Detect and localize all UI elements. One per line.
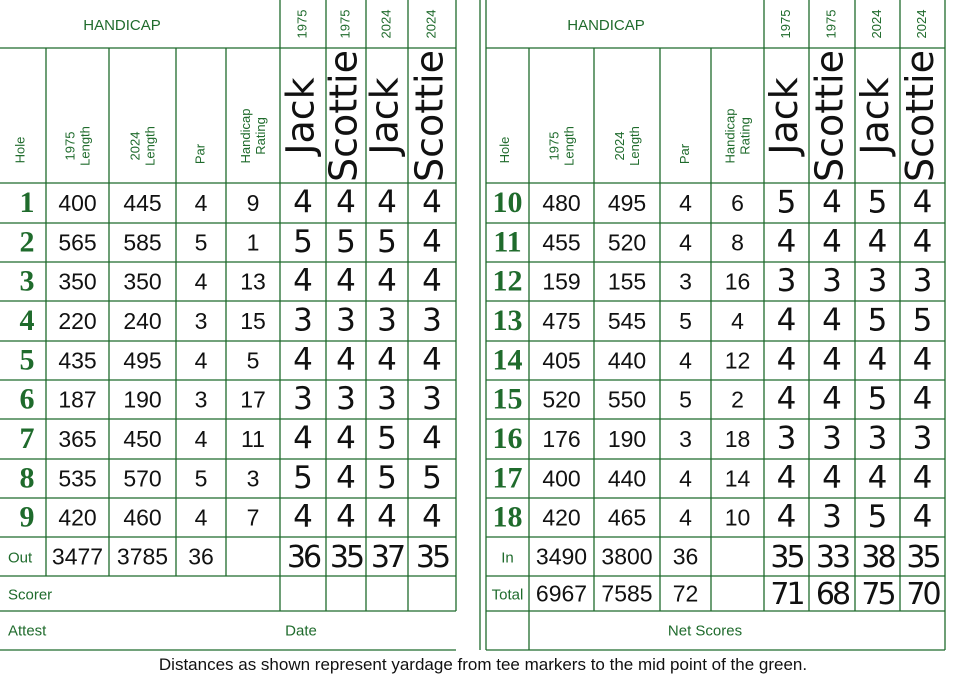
out-player-total: 35 <box>329 540 363 575</box>
hole-number: 11 <box>493 225 522 259</box>
par-value: 4 <box>679 229 692 256</box>
player-score: 4 <box>776 460 797 496</box>
handicap-rating: 18 <box>724 426 751 453</box>
front-hole-header: Hole <box>12 136 28 164</box>
player-score: 4 <box>776 381 797 417</box>
front-player-name-3: Jack <box>362 77 407 155</box>
player-score: 4 <box>377 263 397 299</box>
player-score: 5 <box>377 224 397 260</box>
player-score: 5 <box>377 460 397 496</box>
player-score: 4 <box>293 499 313 535</box>
player-score: 3 <box>867 420 888 457</box>
out-player-total: 35 <box>415 540 449 575</box>
player-score: 3 <box>422 381 442 417</box>
player-score: 4 <box>377 499 397 535</box>
par-value: 5 <box>194 465 208 492</box>
back-player-year-1: 1975 <box>777 9 793 39</box>
player-score: 4 <box>776 342 797 378</box>
player-score: 4 <box>912 342 933 378</box>
front-player-name-1: Jack <box>278 77 323 155</box>
yardage-1975: 159 <box>542 268 581 295</box>
par-value: 5 <box>194 229 208 256</box>
player-score: 4 <box>822 184 842 221</box>
date-label: Date <box>285 622 317 640</box>
player-score: 3 <box>377 302 397 339</box>
player-score: 4 <box>422 224 442 260</box>
yardage-2024: 550 <box>607 386 647 413</box>
front-handicap-rating-header: HandicapRating <box>238 108 268 164</box>
back-player-year-3: 2024 <box>868 9 884 39</box>
hole-number: 6 <box>19 382 35 416</box>
player-score: 5 <box>422 460 442 496</box>
par-value: 3 <box>194 308 208 335</box>
player-score: 4 <box>293 420 313 457</box>
handicap-rating: 4 <box>731 308 744 335</box>
par-value: 4 <box>679 347 692 374</box>
player-score: 3 <box>336 381 356 417</box>
player-score: 4 <box>776 224 797 260</box>
attest-label: Attest <box>8 622 47 640</box>
back-player-year-4: 2024 <box>913 9 929 39</box>
hole-number: 17 <box>492 461 523 495</box>
yardage-1975: 420 <box>58 504 97 531</box>
in-player-total: 33 <box>815 540 849 575</box>
player-score: 4 <box>776 302 797 339</box>
player-score: 3 <box>822 420 842 457</box>
hole-number: 4 <box>19 303 35 337</box>
player-score: 3 <box>822 499 842 535</box>
player-score: 4 <box>912 381 933 417</box>
in-player-total: 38 <box>861 540 894 575</box>
yardage-1975: 455 <box>542 229 581 256</box>
player-score: 4 <box>336 460 356 496</box>
player-score: 5 <box>867 499 888 535</box>
in-yardage-2024: 3800 <box>601 543 653 570</box>
player-score: 4 <box>776 499 797 535</box>
player-score: 3 <box>912 263 933 299</box>
yardage-2024: 155 <box>607 268 647 295</box>
handicap-rating: 10 <box>724 504 751 531</box>
par-value: 4 <box>679 465 692 492</box>
player-score: 4 <box>822 302 842 339</box>
in-player-total: 35 <box>770 540 803 575</box>
handicap-rating: 15 <box>240 308 266 335</box>
yardage-2024: 440 <box>607 465 647 492</box>
grand-total-score: 75 <box>861 577 894 612</box>
handicap-rating: 6 <box>731 190 744 217</box>
player-score: 4 <box>822 342 842 378</box>
out-yardage-2024: 3785 <box>116 543 169 570</box>
yardage-2024: 190 <box>123 386 162 413</box>
in-label: In <box>501 549 514 567</box>
front-par-header: Par <box>192 143 208 165</box>
handicap-rating: 14 <box>724 465 751 492</box>
player-score: 4 <box>912 499 933 535</box>
player-score: 5 <box>336 224 356 260</box>
par-value: 4 <box>194 347 208 374</box>
par-value: 3 <box>194 386 208 413</box>
yardage-1975: 405 <box>542 347 581 374</box>
yardage-1975: 365 <box>58 426 97 453</box>
yardage-1975: 420 <box>542 504 581 531</box>
par-value: 4 <box>679 504 692 531</box>
yardage-2024: 545 <box>607 308 647 335</box>
player-score: 4 <box>867 224 888 260</box>
back-2024-length-header: 2024Length <box>612 126 642 166</box>
front-player-year-4: 2024 <box>423 9 439 39</box>
out-player-total: 37 <box>370 540 404 575</box>
player-score: 4 <box>422 184 442 221</box>
hole-number: 18 <box>492 500 523 534</box>
player-score: 4 <box>336 420 356 457</box>
par-value: 3 <box>679 268 692 295</box>
handicap-heading-front: HANDICAP <box>83 16 161 34</box>
player-score: 3 <box>912 420 933 457</box>
out-player-total: 36 <box>286 540 320 575</box>
front-player-year-2: 1975 <box>337 9 353 39</box>
grand-total-score: 70 <box>906 577 939 612</box>
front-player-year-3: 2024 <box>378 9 394 39</box>
player-score: 4 <box>912 460 933 496</box>
player-score: 4 <box>822 224 842 260</box>
handicap-rating: 1 <box>246 229 260 256</box>
player-score: 4 <box>422 342 442 378</box>
player-score: 4 <box>422 499 442 535</box>
back-player-name-1: Jack <box>762 77 806 155</box>
handicap-rating: 16 <box>724 268 751 295</box>
handicap-rating: 3 <box>246 465 260 492</box>
yardage-2024: 440 <box>607 347 647 374</box>
player-score: 4 <box>336 263 356 299</box>
back-par-header: Par <box>676 143 692 165</box>
hole-number: 15 <box>492 382 523 416</box>
hole-number: 1 <box>19 185 35 219</box>
player-score: 3 <box>776 420 797 457</box>
total-label: Total <box>491 586 524 604</box>
par-value: 4 <box>679 190 692 217</box>
player-score: 5 <box>912 302 933 339</box>
hole-number: 3 <box>19 264 35 298</box>
player-score: 4 <box>867 342 888 378</box>
front-player-name-2: Scottie <box>321 50 366 182</box>
back-player-year-2: 1975 <box>823 9 839 39</box>
player-score: 4 <box>336 499 356 535</box>
par-value: 3 <box>679 426 692 453</box>
handicap-rating: 9 <box>246 190 260 217</box>
hole-number: 13 <box>492 303 523 337</box>
grand-total-score: 71 <box>770 577 803 612</box>
hole-number: 14 <box>492 343 523 377</box>
par-value: 4 <box>194 426 208 453</box>
yardage-1975: 187 <box>58 386 97 413</box>
hole-number: 16 <box>492 421 523 455</box>
handicap-rating: 12 <box>724 347 751 374</box>
hole-number: 9 <box>19 500 35 534</box>
player-score: 5 <box>293 224 313 260</box>
back-handicap-rating-header: HandicapRating <box>722 108 753 164</box>
player-score: 4 <box>822 381 842 417</box>
player-score: 5 <box>293 460 313 496</box>
yardage-2024: 570 <box>123 465 162 492</box>
yardage-1975: 350 <box>58 268 97 295</box>
yardage-2024: 460 <box>123 504 162 531</box>
net-scores-label: Net Scores <box>667 622 743 640</box>
front-player-name-4: Scottie <box>407 50 452 182</box>
back-1975-length-header: 1975Length <box>546 126 577 166</box>
in-par: 36 <box>672 543 699 570</box>
yardage-2024: 240 <box>123 308 162 335</box>
player-score: 5 <box>867 381 888 417</box>
front-2024-length-header: 2024Length <box>127 126 158 166</box>
in-yardage-1975: 3490 <box>535 543 588 570</box>
hole-number: 2 <box>19 225 35 259</box>
back-hole-header: Hole <box>496 136 512 164</box>
player-score: 3 <box>776 263 797 299</box>
hole-number: 5 <box>19 343 35 377</box>
player-score: 3 <box>293 302 313 339</box>
handicap-rating: 11 <box>241 426 265 453</box>
in-player-total: 35 <box>906 540 939 575</box>
handicap-rating: 5 <box>246 347 260 374</box>
yardage-1975: 520 <box>542 386 581 413</box>
total-par: 72 <box>672 580 699 607</box>
yardage-1975: 535 <box>58 465 97 492</box>
front-1975-length-header: 1975Length <box>62 126 93 166</box>
player-score: 4 <box>422 263 442 299</box>
player-score: 5 <box>867 184 888 221</box>
handicap-rating: 13 <box>240 268 266 295</box>
yardage-1975: 435 <box>58 347 97 374</box>
back-player-name-2: Scottie <box>807 50 852 182</box>
out-label: Out <box>8 549 33 567</box>
yardage-1975: 400 <box>58 190 97 217</box>
yardage-2024: 495 <box>123 347 162 374</box>
player-score: 4 <box>377 342 397 378</box>
player-score: 3 <box>293 381 313 417</box>
hole-number: 7 <box>19 421 35 455</box>
yardage-2024: 350 <box>123 268 162 295</box>
player-score: 3 <box>422 302 442 339</box>
yardage-2024: 190 <box>607 426 647 453</box>
par-value: 4 <box>194 504 208 531</box>
yardage-2024: 465 <box>607 504 647 531</box>
player-score: 4 <box>293 184 313 221</box>
player-score: 5 <box>867 302 888 339</box>
player-score: 4 <box>377 184 397 221</box>
yardage-2024: 445 <box>123 190 162 217</box>
back-player-name-3: Jack <box>853 77 897 155</box>
player-score: 4 <box>867 460 888 496</box>
out-par: 36 <box>188 543 214 570</box>
yardage-1975: 220 <box>58 308 97 335</box>
front-player-year-1: 1975 <box>294 9 310 39</box>
hole-number: 8 <box>19 461 35 495</box>
handicap-rating: 17 <box>240 386 266 413</box>
total-yardage-2024: 7585 <box>601 580 653 607</box>
par-value: 5 <box>679 308 692 335</box>
player-score: 5 <box>377 420 397 457</box>
hole-number: 12 <box>492 264 523 298</box>
player-score: 3 <box>822 263 842 299</box>
out-yardage-1975: 3477 <box>51 543 104 570</box>
hole-number: 10 <box>492 185 523 219</box>
player-score: 4 <box>336 342 356 378</box>
grand-total-score: 68 <box>815 577 849 612</box>
yardage-1975: 475 <box>542 308 581 335</box>
back-player-name-4: Scottie <box>898 50 942 182</box>
par-value: 4 <box>194 268 208 295</box>
player-score: 4 <box>293 263 313 299</box>
player-score: 4 <box>912 184 933 221</box>
yardage-1975: 400 <box>542 465 581 492</box>
yardage-1975: 480 <box>542 190 581 217</box>
total-yardage-1975: 6967 <box>535 580 588 607</box>
par-value: 4 <box>194 190 208 217</box>
player-score: 4 <box>822 460 842 496</box>
scorer-label: Scorer <box>8 586 53 604</box>
handicap-rating: 7 <box>246 504 260 531</box>
player-score: 4 <box>422 420 442 457</box>
handicap-rating: 2 <box>731 386 744 413</box>
player-score: 3 <box>336 302 356 339</box>
player-score: 5 <box>776 184 797 221</box>
player-score: 3 <box>377 381 397 417</box>
player-score: 4 <box>912 224 933 260</box>
yardage-2024: 520 <box>607 229 647 256</box>
par-value: 5 <box>679 386 692 413</box>
yardage-2024: 450 <box>123 426 162 453</box>
yardage-2024: 585 <box>123 229 162 256</box>
handicap-heading-back: HANDICAP <box>567 16 645 34</box>
scorecard-text <box>8 10 942 640</box>
handicap-rating: 8 <box>731 229 744 256</box>
player-score: 4 <box>293 342 313 378</box>
player-score: 4 <box>336 184 356 221</box>
yardage-1975: 565 <box>58 229 97 256</box>
player-score: 3 <box>867 263 888 299</box>
footnote: Distances as shown represent yardage from tee markers to the mid point of the green. <box>158 655 808 674</box>
yardage-2024: 495 <box>607 190 647 217</box>
yardage-1975: 176 <box>542 426 581 453</box>
